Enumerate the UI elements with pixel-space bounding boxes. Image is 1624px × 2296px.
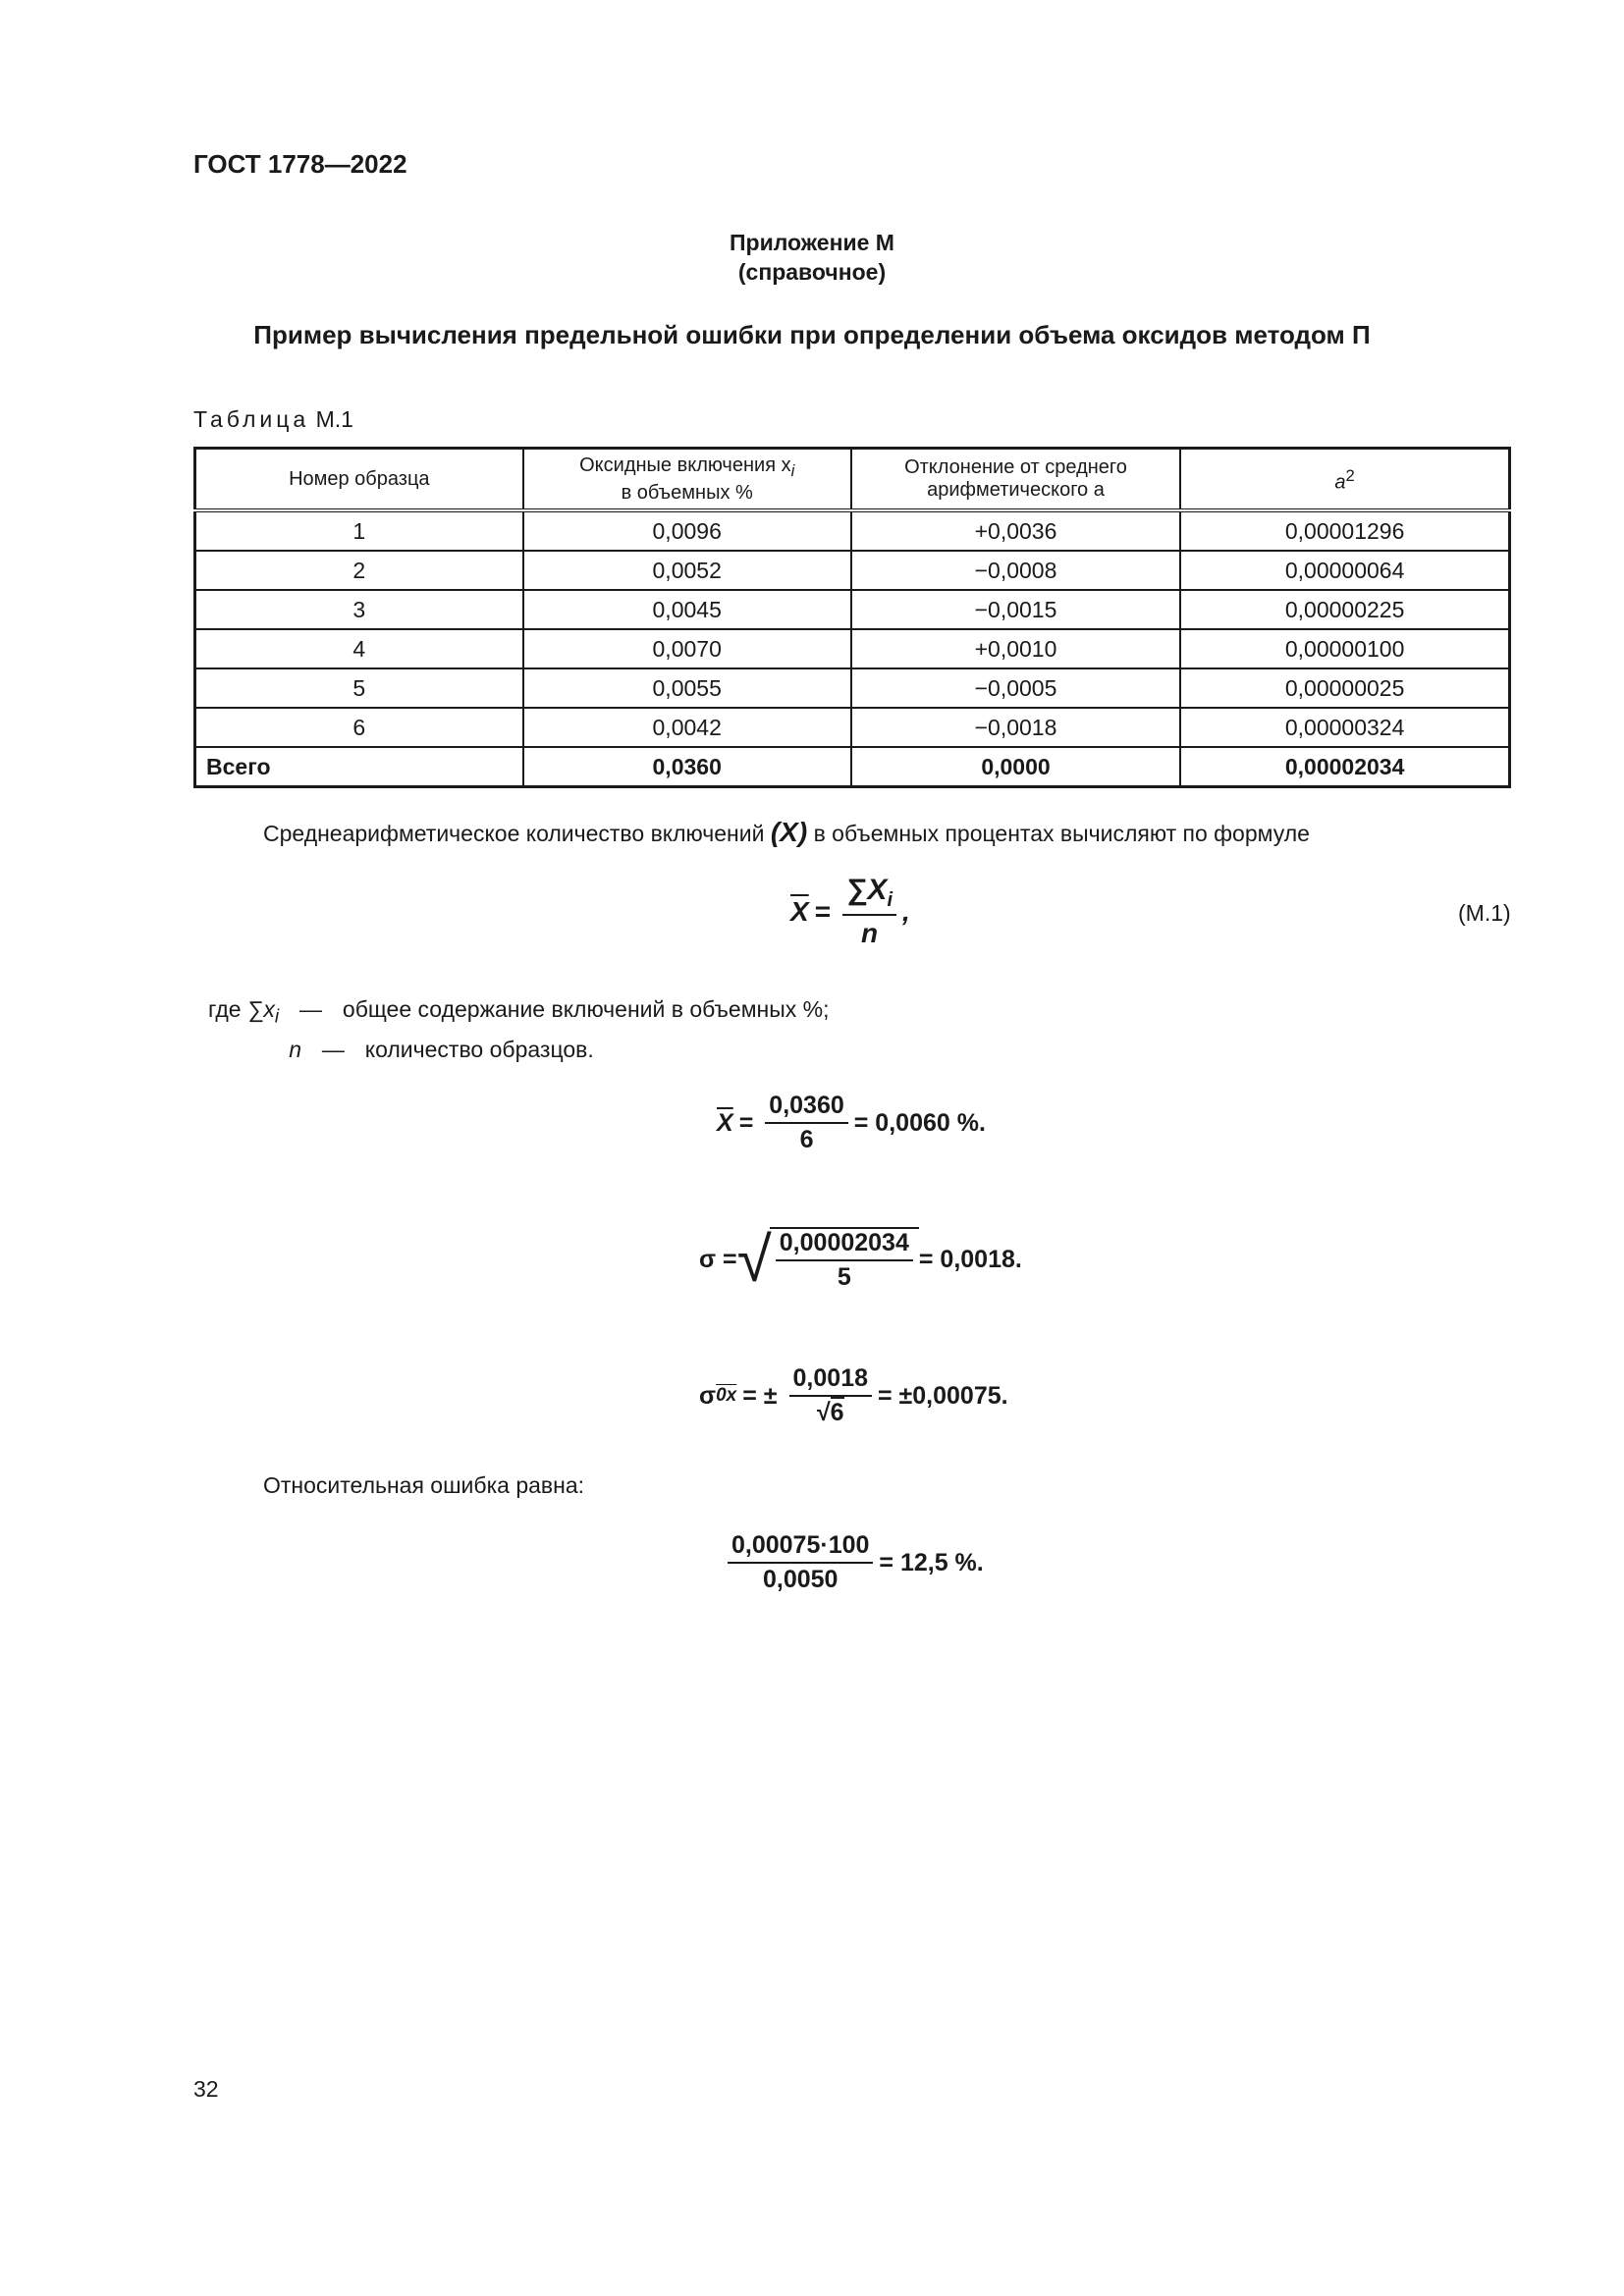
appendix-title <box>0 228 1624 287</box>
table-row <box>195 708 1510 747</box>
cell-deviation-squared: 0,00000064 <box>1180 551 1509 590</box>
cell-oxide: 0,0045 <box>523 590 851 629</box>
cell-deviation: +0,0036 <box>851 510 1180 551</box>
cell-deviation-squared: 0,00000100 <box>1180 629 1509 668</box>
table-caption-number: М.1 <box>315 406 353 432</box>
cell-sample-number: 6 <box>195 708 523 747</box>
cell-total-oxide: 0,0360 <box>523 747 851 787</box>
formula-mean-lhs: $\overline{X}$ <box>790 895 809 927</box>
data-table <box>193 447 1511 788</box>
mean-symbol: (X) <box>770 817 808 847</box>
sqrt-icon: √ <box>816 1399 831 1426</box>
cell-oxide: 0,0096 <box>523 510 851 551</box>
formula-sigma-mean: σ 0x = ± $\frac{0,0018}{√6}$ = ±0,00075. <box>699 1364 1008 1426</box>
formula-sigma: σ = √ $\frac{0,00002034}{5}$ = 0,0018. <box>699 1224 1022 1295</box>
table-caption-word: Таблица <box>193 406 310 432</box>
where-item-count: n — количество образцов. <box>289 1037 594 1062</box>
cell-oxide: 0,0055 <box>523 668 851 708</box>
appendix-label: Приложение М <box>730 230 894 255</box>
header-deviation-squared: $a^2$ <box>1180 449 1509 511</box>
cell-sample-number: 2 <box>195 551 523 590</box>
relative-error-paragraph: Относительная ошибка равна: <box>263 1472 585 1498</box>
cell-sample-number: 1 <box>195 510 523 551</box>
sqrt-icon: √ $\frac{0,00002034}{5}$ <box>737 1227 919 1292</box>
table-row <box>195 590 1510 629</box>
mean-definition-paragraph: Среднеарифметическое количество включений (X) в объемных процентах вычисляют по формуле <box>263 817 1310 847</box>
table-row <box>195 510 1510 551</box>
cell-deviation: −0,0005 <box>851 668 1180 708</box>
cell-oxide: 0,0052 <box>523 551 851 590</box>
cell-sample-number: 3 <box>195 590 523 629</box>
cell-deviation-squared: 0,00000324 <box>1180 708 1509 747</box>
cell-oxide: 0,0070 <box>523 629 851 668</box>
formula-mean-calc: $\overline{X}$ = $\frac{0,0360}{6}$ = 0,0060 %. <box>717 1092 986 1153</box>
table-row <box>195 668 1510 708</box>
cell-total-deviation: 0,0000 <box>851 747 1180 787</box>
cell-total-label: Всего <box>195 747 523 787</box>
cell-sample-number: 4 <box>195 629 523 668</box>
header-deviation: Отклонение от среднего арифметического a <box>851 449 1180 511</box>
cell-deviation-squared: 0,00001296 <box>1180 510 1509 551</box>
section-title: Пример вычисления предельной ошибки при определении объема оксидов методом П <box>253 320 1371 349</box>
header-sample-number: Номер образца <box>195 449 523 511</box>
cell-deviation: −0,0008 <box>851 551 1180 590</box>
formula-mean-fraction: $\frac{\sum X_i}{n}$ <box>842 874 896 949</box>
cell-total-deviation-squared: 0,00002034 <box>1180 747 1509 787</box>
formula-number: (М.1) <box>1458 900 1511 926</box>
appendix-type: (справочное) <box>737 259 887 285</box>
table-header-row <box>195 449 1510 511</box>
cell-deviation: −0,0018 <box>851 708 1180 747</box>
cell-deviation: −0,0015 <box>851 590 1180 629</box>
cell-deviation-squared: 0,00000025 <box>1180 668 1509 708</box>
formula-mean: $\overline{X}$ = $\frac{\sum X_i}{n}$ , <box>790 874 910 948</box>
table-row <box>195 629 1510 668</box>
table-row <box>195 551 1510 590</box>
formula-relative-error: $\frac{0,00075\cdot 100}{0,0050}$ = 12,5 %. <box>722 1531 984 1594</box>
cell-deviation: +0,0010 <box>851 629 1180 668</box>
cell-deviation-squared: 0,00000225 <box>1180 590 1509 629</box>
cell-sample-number: 5 <box>195 668 523 708</box>
page-number: 32 <box>193 2076 219 2102</box>
cell-oxide: 0,0042 <box>523 708 851 747</box>
table-caption <box>193 406 353 433</box>
header-oxide-inclusions: Оксидные включения $x_i$ в объемных % <box>523 449 851 511</box>
where-item-sum: где $\sum x_i$ — общее содержание включений в объемных %; <box>208 996 830 1028</box>
document-id: ГОСТ 1778—2022 <box>193 149 407 179</box>
table-total-row <box>195 747 1510 787</box>
